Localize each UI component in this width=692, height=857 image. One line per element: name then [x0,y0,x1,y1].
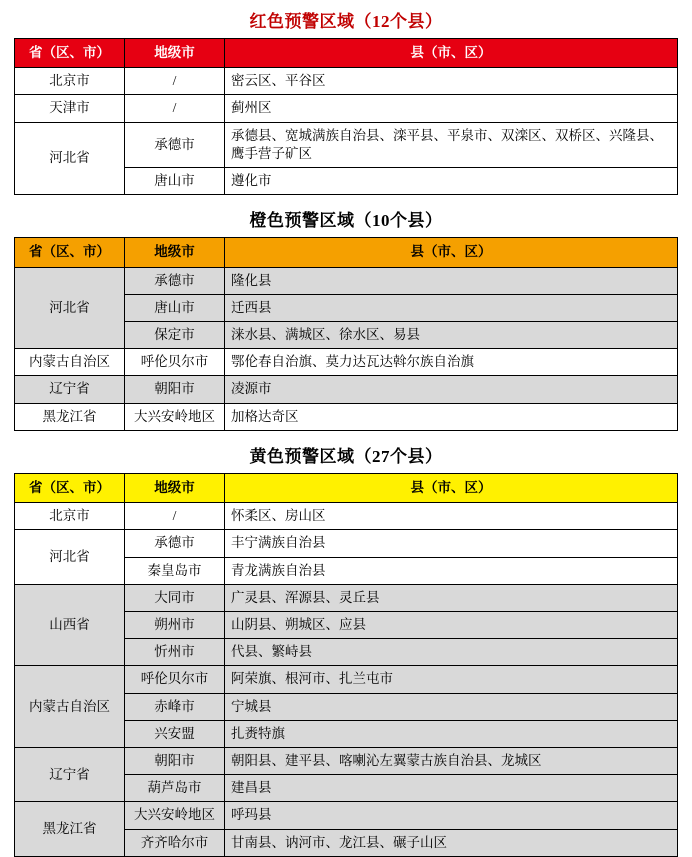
table-row [15,403,678,430]
cell-city: 唐山市 [125,168,225,195]
cell-city: 葫芦岛市 [125,775,225,802]
table-row [15,584,678,611]
cell-city: 承德市 [125,122,225,167]
cell-city: 保定市 [125,321,225,348]
cell-city: / [125,503,225,530]
cell-county: 承德县、宽城满族自治县、滦平县、平泉市、双滦区、双桥区、兴隆县、鹰手营子矿区 [225,122,678,167]
table-row [15,666,678,693]
cell-province: 河北省 [15,530,125,584]
cell-county: 隆化县 [225,267,678,294]
table-header-row [15,39,678,68]
cell-province: 北京市 [15,68,125,95]
cell-province: 辽宁省 [15,376,125,403]
cell-county: 密云区、平谷区 [225,68,678,95]
cell-city: 朔州市 [125,611,225,638]
cell-province: 黑龙江省 [15,802,125,856]
cell-city: 大同市 [125,584,225,611]
cell-county: 甘南县、讷河市、龙江县、碾子山区 [225,829,678,856]
section-title-orange: 橙色预警区域（10个县） [249,211,443,231]
cell-county: 丰宁满族自治县 [225,530,678,557]
cell-province: 辽宁省 [15,748,125,802]
column-header-city: 地级市 [125,473,225,502]
column-header-province: 省（区、市） [15,238,125,267]
cell-province: 天津市 [15,95,125,122]
cell-county: 怀柔区、房山区 [225,503,678,530]
table-header-row [15,238,678,267]
cell-county: 迁西县 [225,294,678,321]
cell-county: 朝阳县、建平县、喀喇沁左翼蒙古族自治县、龙城区 [225,748,678,775]
cell-county: 涞水县、满城区、徐水区、易县 [225,321,678,348]
table-row [15,122,678,167]
cell-county: 阿荣旗、根河市、扎兰屯市 [225,666,678,693]
cell-province: 黑龙江省 [15,403,125,430]
section-title-red: 红色预警区域（12个县） [249,12,443,31]
table-row [15,376,678,403]
cell-province: 河北省 [15,122,125,195]
column-header-city: 地级市 [125,39,225,68]
column-header-county: 县（市、区） [225,238,678,267]
section-orange [14,199,678,431]
column-header-province: 省（区、市） [15,473,125,502]
table-row [15,349,678,376]
cell-province: 北京市 [15,503,125,530]
cell-county: 代县、繁峙县 [225,639,678,666]
cell-city: 承德市 [125,530,225,557]
cell-county: 遵化市 [225,168,678,195]
column-header-county: 县（市、区） [225,473,678,502]
table-row [15,68,678,95]
table-row [15,802,678,829]
cell-city: 朝阳市 [125,748,225,775]
cell-city: 赤峰市 [125,693,225,720]
cell-county: 加格达奇区 [225,403,678,430]
cell-city: / [125,68,225,95]
cell-city: 兴安盟 [125,720,225,747]
cell-county: 扎赉特旗 [225,720,678,747]
cell-province: 河北省 [15,267,125,349]
cell-city: 呼伦贝尔市 [125,349,225,376]
section-red [14,0,678,195]
cell-city: / [125,95,225,122]
cell-city: 大兴安岭地区 [125,403,225,430]
table-row [15,503,678,530]
section-yellow [14,435,678,857]
cell-county: 蓟州区 [225,95,678,122]
table-row [15,267,678,294]
cell-county: 凌源市 [225,376,678,403]
cell-city: 朝阳市 [125,376,225,403]
table-orange-warning-areas [14,237,678,431]
column-header-province: 省（区、市） [15,39,125,68]
cell-county: 广灵县、浑源县、灵丘县 [225,584,678,611]
table-red-warning-areas [14,38,678,195]
cell-city: 承德市 [125,267,225,294]
table-row [15,530,678,557]
table-row [15,748,678,775]
column-header-city: 地级市 [125,238,225,267]
cell-city: 呼伦贝尔市 [125,666,225,693]
cell-city: 大兴安岭地区 [125,802,225,829]
cell-county: 宁城县 [225,693,678,720]
cell-county: 山阴县、朔城区、应县 [225,611,678,638]
cell-city: 忻州市 [125,639,225,666]
cell-province: 内蒙古自治区 [15,666,125,748]
column-header-county: 县（市、区） [225,39,678,68]
cell-county: 呼玛县 [225,802,678,829]
cell-province: 山西省 [15,584,125,666]
cell-county: 青龙满族自治县 [225,557,678,584]
table-header-row [15,473,678,502]
cell-city: 齐齐哈尔市 [125,829,225,856]
cell-city: 唐山市 [125,294,225,321]
cell-city: 秦皇岛市 [125,557,225,584]
cell-county: 鄂伦春自治旗、莫力达瓦达斡尔族自治旗 [225,349,678,376]
cell-province: 内蒙古自治区 [15,349,125,376]
section-title-yellow: 黄色预警区域（27个县） [249,446,443,466]
table-row [15,95,678,122]
cell-county: 建昌县 [225,775,678,802]
table-yellow-warning-areas [14,473,678,857]
